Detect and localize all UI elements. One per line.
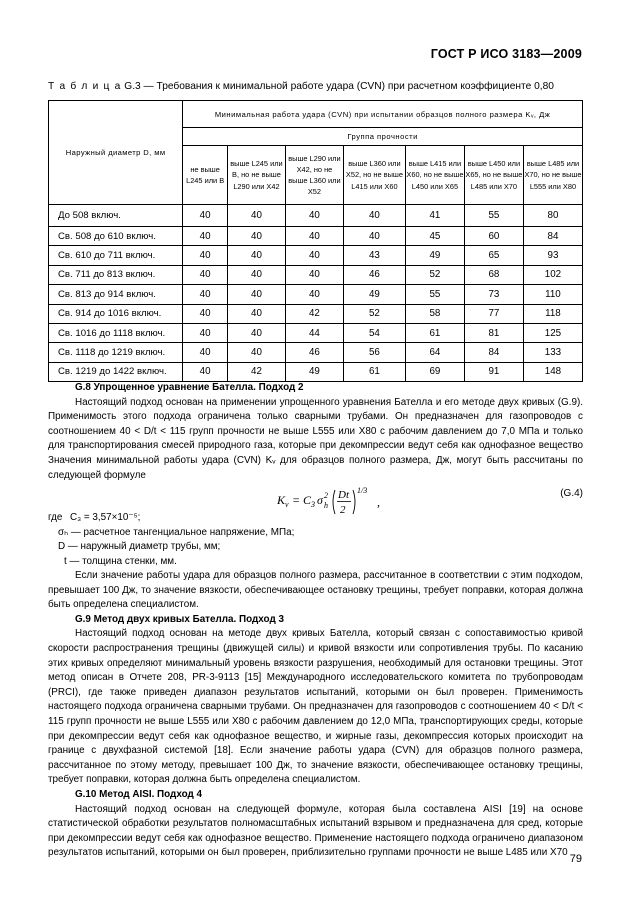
page-number: 79	[569, 853, 582, 865]
sections-g8-g10	[48, 569, 583, 861]
table-cell: 84	[523, 227, 582, 246]
row-label: Св. 1118 до 1219 включ.	[49, 343, 183, 362]
table-caption-label: Т а б л и ц а	[48, 81, 122, 92]
table-cell: 125	[523, 323, 582, 342]
strength-group-header: выше L360 или X52, но не выше L415 или X60	[343, 146, 405, 205]
row-label: До 508 включ.	[49, 205, 183, 227]
table-row	[49, 227, 583, 246]
row-label: Св. 813 до 914 включ.	[49, 285, 183, 304]
table-cell: 81	[464, 323, 523, 342]
paragraph: Если значение работы удара для образцов полного размера, рассчитанное в соответствии с этим подходом, превышает 100 Дж, то значение вязкости, обеспечивающее остановку трещины, требует поправки, которая должна быть определена специалистом.	[48, 570, 583, 611]
table-cell: 40	[227, 265, 285, 284]
table-cell: 91	[464, 362, 523, 381]
strength-group-header: выше L290 или X42, но не выше L360 или X52	[285, 146, 343, 205]
paragraph: Настоящий подход основан на методе двух кривых Бателла, который связан с сопоставимостью кривой скорости распространения трещины (движущей силы) и кривой вязкости или сопротивления трубы. По касанию этих кривых определяют минимальный уровень вязкости разрушения, необходимый для остановки трещины. Этот метод описан в Отчете 208, PR-3-9113 [15] Международного исследовательского комитета по трубопроводам (PRCI), где также приведен диапазон результатов испытаний, которыми он был проверен. Применимость настоящего подхода ограничена сварными трубами. Он предназначен для газопроводов с соотношением 40 < D/t < 115 групп прочности не выше L555 или X80 с рабочим давлением до 12,0 МПа, транспортирующих среды, которые при декомпрессии ведут себя как однофазное вещество, и жирные газы, декомпрессия которых происходит на границе с двухфазной системой [18]. Если значение работы удара (CVN) для образцов полного размера, рассчитанное по этому методу, превышает 100 Дж, то значение вязкости, обеспечивающее остановку трещины, требует поправки, которая должна быть определена специалистом.	[48, 628, 583, 786]
table-row	[49, 362, 583, 381]
table-cell: 40	[183, 323, 228, 342]
section-title: G.9 Метод двух кривых Бателла. Подход 3	[75, 613, 284, 625]
table-cell: 40	[183, 362, 228, 381]
table-cell: 40	[285, 285, 343, 304]
row-label: Св. 1219 до 1422 включ.	[49, 362, 183, 381]
table-cell: 56	[343, 343, 405, 362]
table-cell: 49	[343, 285, 405, 304]
svg-text:=: =	[292, 493, 301, 507]
table-cell: 65	[464, 246, 523, 265]
table-row	[49, 205, 583, 227]
table-cell: 40	[183, 205, 228, 227]
svg-text:,: ,	[377, 495, 380, 509]
table-cell: 40	[227, 246, 285, 265]
table-cell: 40	[285, 246, 343, 265]
svg-text:3: 3	[311, 500, 315, 509]
svg-text:v: v	[285, 500, 289, 509]
row-label: Св. 914 до 1016 включ.	[49, 304, 183, 323]
table-cell: 40	[227, 343, 285, 362]
table-cell: 52	[343, 304, 405, 323]
svg-text:σ: σ	[317, 493, 323, 507]
table-caption	[48, 81, 554, 92]
strength-group-header: выше L485 или X70, но не выше L555 или X80	[523, 146, 582, 205]
paragraph: Настоящий подход основан на применении упрощенного уравнения Бателла и его методе двух кривых (G.9). Применимость этого подхода ограничена только сварными трубами. Он предназначен для газопроводов с соотношением 40 < D/t < 115 групп прочности не выше L555 или X80 с рабочим давлением до 7,0 МПа и только для транспортирования смесей природного газа, которые при декомпрессии ведут себя как однофазное вещество Значения минимальной работы удара (CVN) Kᵥ для образцов полного размера, Дж, могут быть рассчитаны по следующей формуле	[48, 396, 583, 481]
strength-group-header: выше L415 или X60, но не выше L450 или X65	[405, 146, 464, 205]
formula-number: (G.4)	[560, 488, 583, 499]
table-row	[49, 323, 583, 342]
table-cell: 61	[405, 323, 464, 342]
table-cell: 40	[183, 227, 228, 246]
table-row	[49, 265, 583, 284]
svg-text:K: K	[277, 493, 286, 507]
table-cell: 40	[227, 285, 285, 304]
definition: t — толщина стенки, мм.	[64, 555, 177, 567]
col-header-cvn: Минимальная работа удара (CVN) при испытании образцов полного размера Kᵥ, Дж	[183, 101, 583, 128]
cvn-requirements-table	[48, 100, 583, 382]
table-cell: 40	[227, 227, 285, 246]
table-cell: 42	[227, 362, 285, 381]
strength-group-header: выше L245 или B, но не выше L290 или X42	[227, 146, 285, 205]
table-cell: 49	[285, 362, 343, 381]
table-cell: 73	[464, 285, 523, 304]
table-cell: 42	[285, 304, 343, 323]
table-cell: 148	[523, 362, 582, 381]
table-row	[49, 343, 583, 362]
table-cell: 40	[285, 205, 343, 227]
table-cell: 58	[405, 304, 464, 323]
table-cell: 40	[227, 323, 285, 342]
col-header-diameter: Наружный диаметр D, мм	[49, 101, 183, 205]
table-cell: 118	[523, 304, 582, 323]
table-cell: 40	[183, 265, 228, 284]
table-cell: 40	[285, 265, 343, 284]
formula-definitions	[48, 511, 583, 569]
table-cell: 55	[405, 285, 464, 304]
table-cell: 133	[523, 343, 582, 362]
table-cell: 110	[523, 285, 582, 304]
table-cell: 80	[523, 205, 582, 227]
table-caption-text: G.3 — Требования к минимальной работе удара (CVN) при расчетном коэффициенте 0,80	[121, 81, 554, 92]
table-cell: 44	[285, 323, 343, 342]
table-row	[49, 285, 583, 304]
svg-text:1/3: 1/3	[357, 486, 368, 495]
definition: D — наружный диаметр трубы, мм;	[58, 541, 221, 553]
table-cell: 84	[464, 343, 523, 362]
where-label: где	[48, 512, 63, 523]
table-cell: 40	[285, 227, 343, 246]
table-cell: 40	[227, 205, 285, 227]
table-cell: 40	[227, 304, 285, 323]
table-cell: 52	[405, 265, 464, 284]
row-label: Св. 1016 до 1118 включ.	[49, 323, 183, 342]
table-cell: 40	[183, 285, 228, 304]
table-cell: 55	[464, 205, 523, 227]
svg-text:h: h	[324, 501, 328, 510]
table-cell: 40	[183, 246, 228, 265]
table-cell: 40	[343, 205, 405, 227]
svg-text:C: C	[303, 493, 312, 507]
row-label: Св. 711 до 813 включ.	[49, 265, 183, 284]
definition: σₕ — расчетное тангенциальное напряжение, МПа;	[58, 526, 295, 538]
table-cell: 40	[343, 227, 405, 246]
table-cell: 69	[405, 362, 464, 381]
table-cell: 46	[285, 343, 343, 362]
svg-text:Dt: Dt	[338, 489, 349, 501]
table-cell: 41	[405, 205, 464, 227]
table-cell: 43	[343, 246, 405, 265]
table-cell: 49	[405, 246, 464, 265]
table-cell: 45	[405, 227, 464, 246]
strength-group-header: не выше L245 или B	[183, 146, 228, 205]
definition: C₃ = 3,57×10⁻⁵;	[70, 512, 141, 523]
standard-header: ГОСТ Р ИСО 3183—2009	[430, 47, 582, 61]
row-label: Св. 508 до 610 включ.	[49, 227, 183, 246]
strength-group-header: выше L450 или X65, но не выше L485 или X70	[464, 146, 523, 205]
table-cell: 46	[343, 265, 405, 284]
table-cell: 68	[464, 265, 523, 284]
table-cell: 64	[405, 343, 464, 362]
svg-text:2: 2	[324, 491, 328, 500]
section-g8	[48, 381, 583, 483]
section-title: G.8 Упрощенное уравнение Бателла. Подход 2	[75, 382, 304, 393]
table-row	[49, 246, 583, 265]
col-header-strength-group: Группа прочности	[183, 128, 583, 146]
table-cell: 93	[523, 246, 582, 265]
table-cell: 60	[464, 227, 523, 246]
table-cell: 40	[183, 343, 228, 362]
svg-text:2: 2	[340, 504, 346, 516]
table-cell: 54	[343, 323, 405, 342]
table-cell: 77	[464, 304, 523, 323]
paragraph: Настоящий подход основан на следующей формуле, которая была составлена AISI [19] на основе статистической обработки результатов полномасштабных испытаний взрывом и предназначена для сред, которые при декомпрессии ведут себя как однофазное вещество. Применение настоящего подхода ограничено диапазоном результатов испытаний, которыми он был проверен, приблизительно группами прочности не выше L485 или X70	[48, 803, 583, 859]
section-title: G.10 Метод AISI. Подход 4	[75, 788, 202, 800]
table-cell: 102	[523, 265, 582, 284]
table-cell: 61	[343, 362, 405, 381]
row-label: Св. 610 до 711 включ.	[49, 246, 183, 265]
table-cell: 40	[183, 304, 228, 323]
table-row	[49, 304, 583, 323]
